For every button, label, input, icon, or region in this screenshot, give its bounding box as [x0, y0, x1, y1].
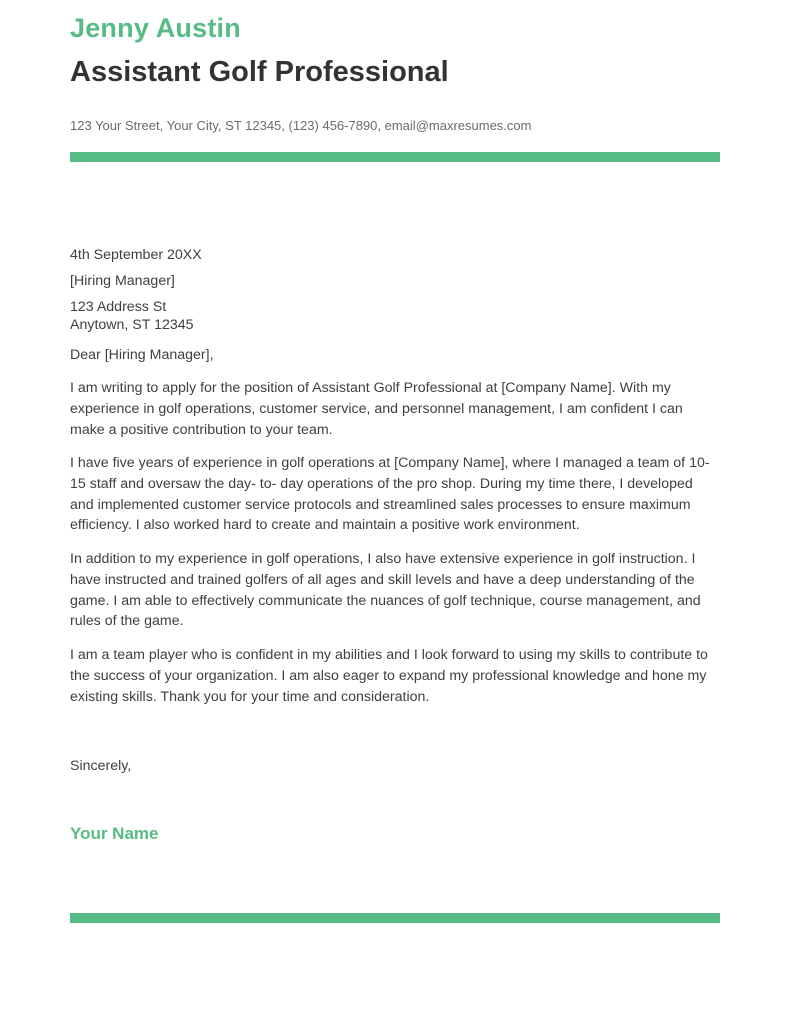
- paragraph-3: In addition to my experience in golf operations, I also have extensive experience in golf instruction. I have instructed and trained golfers of all ages and skill levels and have a deep understanding of the game. I am able to effectively communicate the nuances of golf technique, course management, and rules of the game.: [70, 551, 701, 630]
- closing: Sincerely,: [70, 758, 132, 774]
- header-divider: [70, 152, 720, 162]
- recipient-address-line1: 123 Address St: [70, 299, 167, 315]
- paragraph-2: I have five years of experience in golf operations at [Company Name], where I managed a team of 10- 15 staff and oversaw the day- to- day operations of the pro shop. During my time there, I developed and implemented customer service protocols and streamlined sales processes to ensure maximum efficiency. I also worked hard to create and maintain a positive work environment.: [70, 455, 710, 534]
- recipient-name: [Hiring Manager]: [70, 273, 175, 289]
- contact-info: 123 Your Street, Your City, ST 12345, (123) 456-7890, email@maxresumes.com: [70, 118, 532, 133]
- signature-name: Your Name: [70, 824, 159, 843]
- applicant-name: Jenny Austin: [70, 13, 241, 43]
- paragraph-1: I am writing to apply for the position of Assistant Golf Professional at [Company Name]. With my experience in golf operations, customer service, and personnel management, I am confident I can make a positive contribution to your team.: [70, 380, 683, 438]
- paragraph-4: I am a team player who is confident in my abilities and I look forward to using my skills to contribute to the success of your organization. I am also eager to expand my professional knowledge and hone my existing skills. Thank you for your time and consideration.: [70, 647, 708, 705]
- footer-divider: [70, 913, 720, 923]
- job-title: Assistant Golf Professional: [70, 56, 449, 88]
- salutation: Dear [Hiring Manager],: [70, 347, 214, 363]
- recipient-address-line2: Anytown, ST 12345: [70, 317, 194, 333]
- letter-date: 4th September 20XX: [70, 247, 202, 263]
